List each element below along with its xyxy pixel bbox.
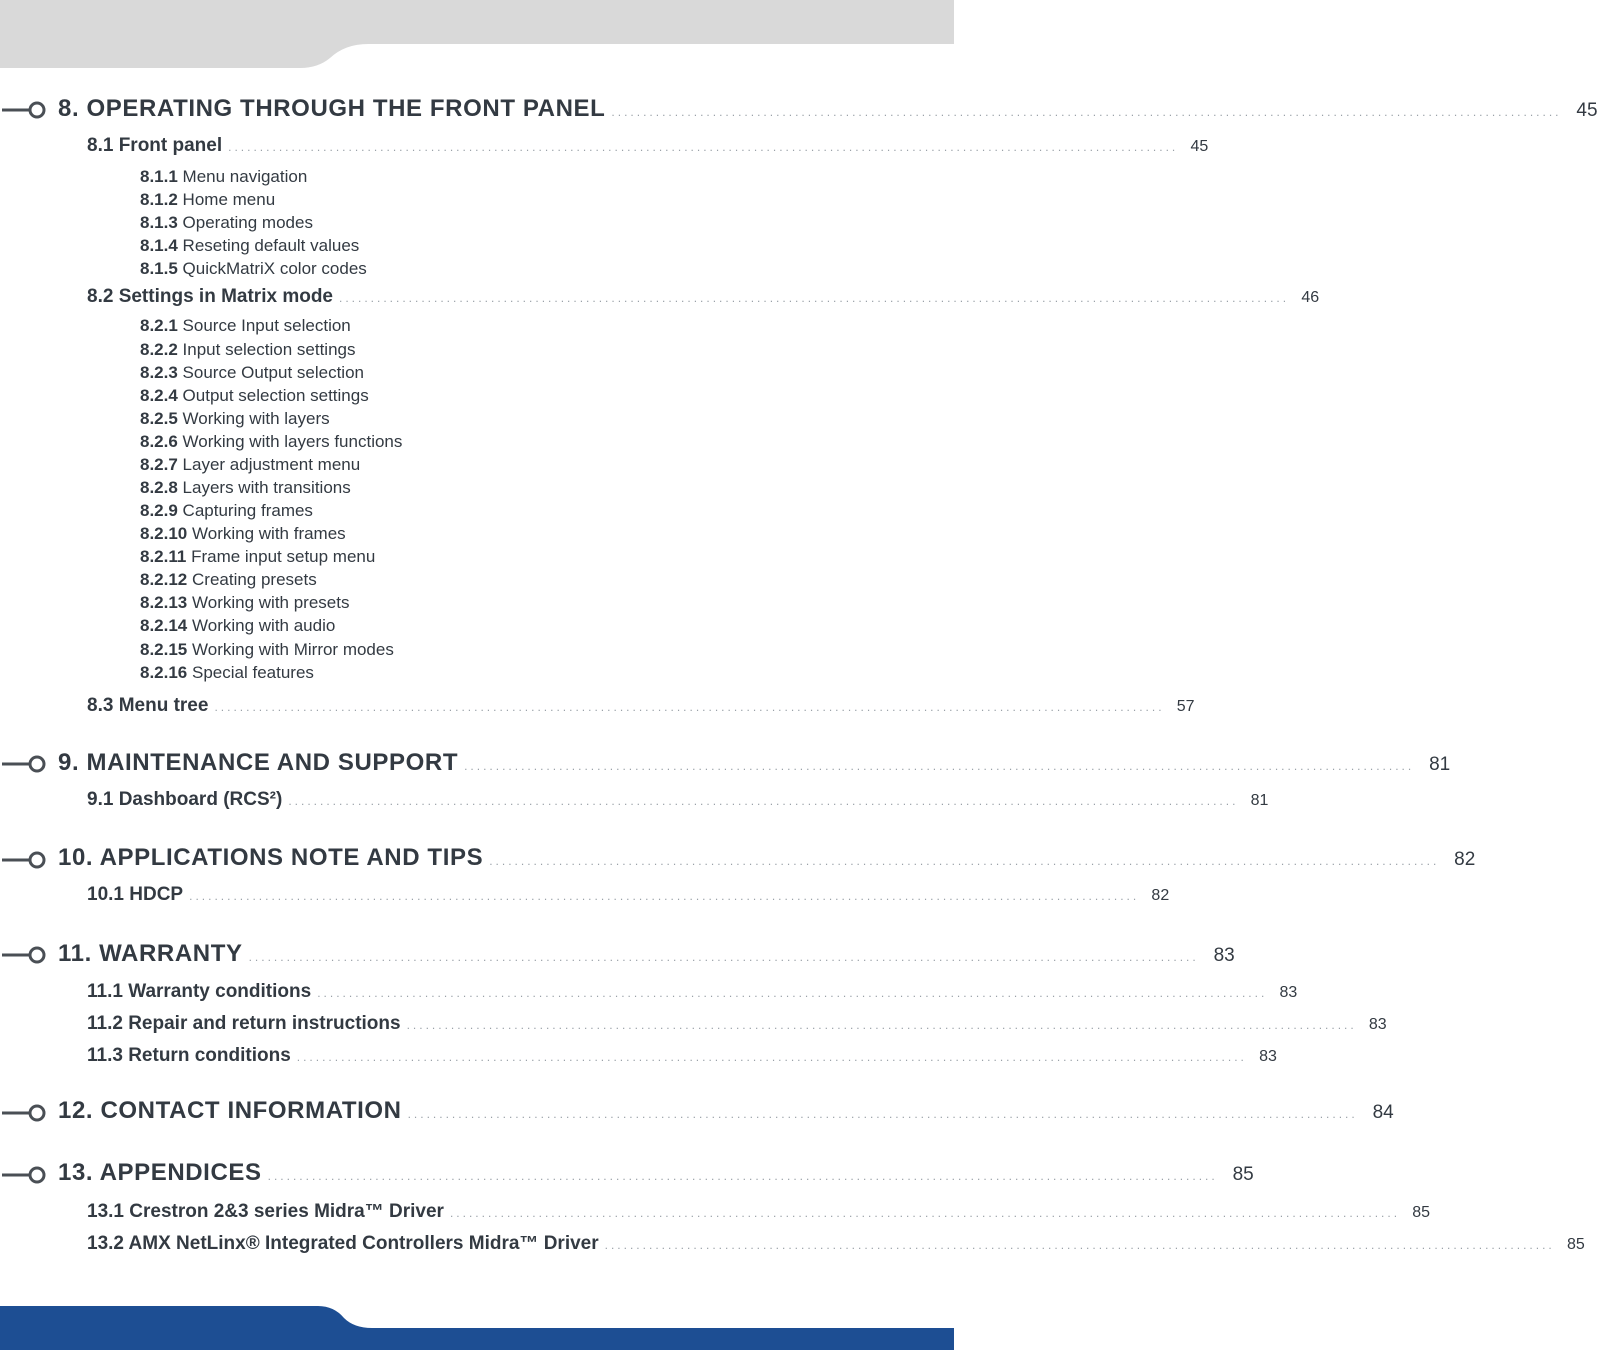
- chapter-title: OPERATING THROUGH THE FRONT PANEL: [86, 95, 606, 122]
- section-title: 11.3 Return conditions: [87, 1045, 291, 1066]
- toc-subsection[interactable]: [140, 616, 335, 636]
- subsection-number: 8.2.12: [140, 570, 188, 589]
- toc-section-11-2[interactable]: [87, 1013, 1387, 1035]
- subsection-title: QuickMatriX color codes: [182, 259, 367, 278]
- toc-section-8-3[interactable]: [87, 695, 1195, 717]
- subsection-title: Layers with transitions: [182, 478, 351, 497]
- dot-leader: ......................................................................................................................................................: [189, 889, 1140, 903]
- toc-subsection[interactable]: [140, 547, 375, 567]
- page-number: 85: [1566, 1236, 1585, 1253]
- chapter-number: 8.: [58, 95, 80, 122]
- subsection-title: Creating presets: [192, 570, 317, 589]
- page-number: 45: [1576, 100, 1598, 121]
- subsection-number: 8.2.3: [140, 363, 178, 382]
- subsection-title: Working with presets: [192, 593, 350, 612]
- dot-leader: ......................................................................................................................................................: [407, 1107, 1358, 1121]
- toc-subsection[interactable]: [140, 570, 317, 590]
- subsection-title: Special features: [192, 663, 314, 682]
- section-title: 9.1 Dashboard (RCS²): [87, 789, 283, 810]
- toc-section-11-3[interactable]: [87, 1045, 1277, 1067]
- subsection-number: 8.2.9: [140, 501, 178, 520]
- chapter-title: CONTACT INFORMATION: [100, 1097, 402, 1124]
- page-number: 81: [1429, 754, 1451, 775]
- chapter-number: 9.: [58, 749, 80, 776]
- toc-subsection[interactable]: [140, 340, 356, 360]
- page-number: 85: [1412, 1204, 1431, 1221]
- chapter-bullet-icon: [0, 850, 48, 870]
- toc-chapter-12[interactable]: [58, 1097, 1394, 1125]
- chapter-title: MAINTENANCE AND SUPPORT: [86, 749, 459, 776]
- page-number: 83: [1279, 984, 1298, 1001]
- toc-subsection[interactable]: [140, 663, 314, 683]
- section-title: 8.3 Menu tree: [87, 695, 209, 716]
- chapter-number: 11.: [58, 940, 92, 967]
- subsection-number: 8.2.7: [140, 455, 178, 474]
- toc-section-8-2[interactable]: [87, 286, 1320, 308]
- toc-chapter-9[interactable]: [58, 749, 1451, 777]
- toc-subsection[interactable]: [140, 167, 307, 187]
- page-number: 82: [1151, 887, 1170, 904]
- bottom-footer-band: [0, 1300, 954, 1350]
- chapter-bullet-icon: [0, 100, 48, 120]
- dot-leader: ......................................................................................................................................................: [339, 291, 1290, 305]
- subsection-title: Capturing frames: [182, 501, 313, 520]
- subsection-number: 8.2.8: [140, 478, 178, 497]
- dot-leader: ......................................................................................................................................................: [296, 1050, 1247, 1064]
- subsection-number: 8.2.4: [140, 386, 178, 405]
- toc-section-13-1[interactable]: [87, 1201, 1431, 1223]
- toc-subsection[interactable]: [140, 455, 360, 475]
- toc-subsection[interactable]: [140, 259, 367, 279]
- toc-chapter-8[interactable]: [58, 95, 1598, 123]
- chapter-title: APPENDICES: [99, 1159, 262, 1186]
- chapter-bullet-icon: [0, 754, 48, 774]
- subsection-title: Source Output selection: [182, 363, 364, 382]
- dot-leader: ......................................................................................................................................................: [214, 700, 1165, 714]
- subsection-title: Input selection settings: [182, 340, 356, 359]
- page-number: 82: [1454, 849, 1476, 870]
- dot-leader: ......................................................................................................................................................: [248, 950, 1199, 964]
- section-title: 8.2 Settings in Matrix mode: [87, 286, 333, 307]
- subsection-title: Operating modes: [182, 213, 313, 232]
- subsection-title: Layer adjustment menu: [182, 455, 361, 474]
- subsection-title: Working with layers functions: [182, 432, 403, 451]
- subsection-number: 8.1.4: [140, 236, 178, 255]
- subsection-number: 8.2.14: [140, 616, 188, 635]
- toc-section-9-1[interactable]: [87, 789, 1269, 811]
- toc-subsection[interactable]: [140, 190, 275, 210]
- subsection-number: 8.1.3: [140, 213, 178, 232]
- toc-subsection[interactable]: [140, 593, 349, 613]
- subsection-number: 8.2.2: [140, 340, 178, 359]
- page-number: 84: [1372, 1102, 1394, 1123]
- toc-subsection[interactable]: [140, 640, 394, 660]
- subsection-title: Menu navigation: [182, 167, 308, 186]
- page-number: 46: [1301, 289, 1320, 306]
- page-number: 85: [1232, 1164, 1254, 1185]
- dot-leader: ......................................................................................................................................................: [464, 759, 1415, 773]
- toc-chapter-10[interactable]: [58, 844, 1476, 872]
- toc-section-10-1[interactable]: [87, 884, 1170, 906]
- dot-leader: ......................................................................................................................................................: [267, 1169, 1218, 1183]
- subsection-number: 8.2.10: [140, 524, 188, 543]
- page-number: 83: [1368, 1016, 1387, 1033]
- toc-subsection[interactable]: [140, 524, 346, 544]
- subsection-title: Working with frames: [192, 524, 346, 543]
- toc-section-11-1[interactable]: [87, 981, 1298, 1003]
- chapter-number: 12.: [58, 1097, 94, 1124]
- section-title: 10.1 HDCP: [87, 884, 184, 905]
- toc-subsection[interactable]: [140, 316, 351, 336]
- page-number: 57: [1176, 698, 1195, 715]
- toc-subsection[interactable]: [140, 432, 402, 452]
- section-title: 8.1 Front panel: [87, 135, 223, 156]
- chapter-bullet-icon: [0, 1103, 48, 1123]
- subsection-number: 8.2.13: [140, 593, 188, 612]
- subsection-number: 8.2.16: [140, 663, 188, 682]
- subsection-number: 8.1.1: [140, 167, 178, 186]
- chapter-number: 10.: [58, 844, 94, 871]
- page-number: 83: [1213, 945, 1235, 966]
- toc-chapter-13[interactable]: [58, 1159, 1254, 1187]
- toc-subsection[interactable]: [140, 213, 313, 233]
- chapter-bullet-icon: [0, 1165, 48, 1185]
- dot-leader: ......................................................................................................................................................: [604, 1238, 1555, 1252]
- toc-section-8-1[interactable]: [87, 135, 1209, 157]
- chapter-number: 13.: [58, 1159, 94, 1186]
- subsection-title: Working with Mirror modes: [192, 640, 394, 659]
- toc-subsection[interactable]: [140, 363, 364, 383]
- dot-leader: ......................................................................................................................................................: [317, 986, 1268, 1000]
- page-number: 81: [1250, 792, 1269, 809]
- subsection-title: Reseting default values: [182, 236, 360, 255]
- section-title: 13.1 Crestron 2&3 series Midra™ Driver: [87, 1201, 444, 1222]
- toc-chapter-11[interactable]: [58, 940, 1235, 968]
- page-number: 83: [1259, 1048, 1277, 1065]
- subsection-title: Frame input setup menu: [191, 547, 376, 566]
- section-title: 13.2 AMX NetLinx® Integrated Controllers Midra™ Driver: [87, 1233, 599, 1254]
- toc-subsection[interactable]: [140, 409, 330, 429]
- toc-subsection[interactable]: [140, 478, 351, 498]
- top-header-band: [0, 0, 954, 70]
- dot-leader: ......................................................................................................................................................: [288, 794, 1239, 808]
- subsection-title: Working with layers: [182, 409, 330, 428]
- subsection-number: 8.2.5: [140, 409, 178, 428]
- subsection-number: 8.1.2: [140, 190, 178, 209]
- dot-leader: ......................................................................................................................................................: [611, 105, 1562, 119]
- subsection-title: Home menu: [182, 190, 276, 209]
- toc-subsection[interactable]: [140, 501, 313, 521]
- subsection-number: 8.1.5: [140, 259, 178, 278]
- subsection-title: Source Input selection: [182, 316, 351, 335]
- page-number: 45: [1190, 138, 1209, 155]
- subsection-title: Output selection settings: [182, 386, 369, 405]
- chapter-bullet-icon: [0, 945, 48, 965]
- chapter-title: WARRANTY: [99, 940, 243, 967]
- toc-subsection[interactable]: [140, 386, 369, 406]
- chapter-title: APPLICATIONS NOTE AND TIPS: [99, 844, 484, 871]
- subsection-number: 8.2.1: [140, 316, 178, 335]
- subsection-number: 8.2.15: [140, 640, 188, 659]
- toc-section-13-2[interactable]: [87, 1233, 1585, 1255]
- dot-leader: ......................................................................................................................................................: [228, 140, 1179, 154]
- section-title: 11.1 Warranty conditions: [87, 981, 312, 1002]
- section-title: 11.2 Repair and return instructions: [87, 1013, 401, 1034]
- dot-leader: ......................................................................................................................................................: [449, 1206, 1401, 1220]
- subsection-number: 8.2.6: [140, 432, 178, 451]
- dot-leader: ......................................................................................................................................................: [406, 1018, 1357, 1032]
- subsection-title: Working with audio: [192, 616, 336, 635]
- toc-subsection[interactable]: [140, 236, 359, 256]
- dot-leader: ......................................................................................................................................................: [489, 854, 1440, 868]
- subsection-number: 8.2.11: [140, 547, 187, 566]
